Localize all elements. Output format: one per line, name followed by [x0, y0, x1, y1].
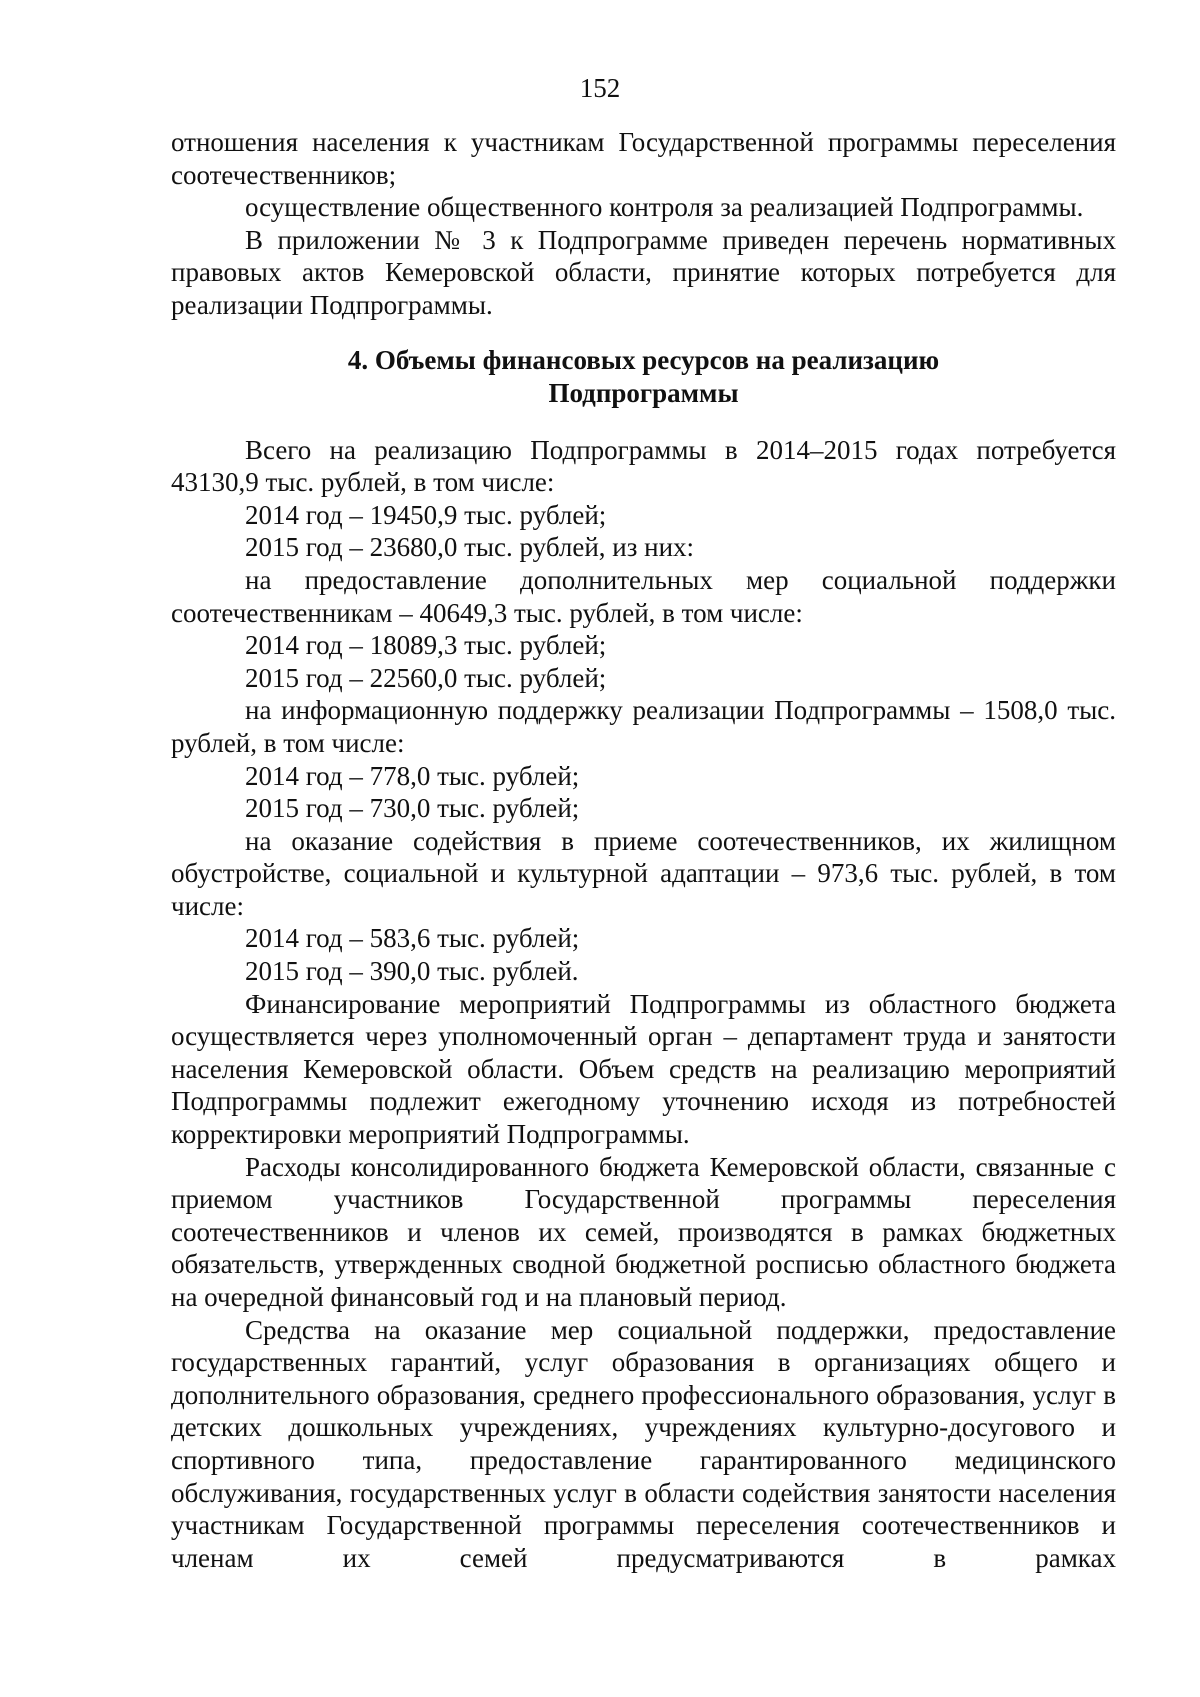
- section-heading-line-1: 4. Объемы финансовых ресурсов на реализацию: [347, 344, 940, 375]
- paragraph-info-support-2015: 2015 год – 730,0 тыс. рублей;: [245, 793, 580, 824]
- paragraph-info-support: на информационную поддержку реализации Подпрограммы – 1508,0 тыс. рублей, в том числе:: [171, 695, 1116, 758]
- paragraph-social-support: на предоставление дополнительных мер социальной поддержки соотечественникам – 40649,3 тыс. рублей, в том числе:: [171, 564, 1116, 628]
- section-heading: [171, 344, 1116, 410]
- paragraph-relations: отношения населения к участникам Государственной программы переселения соотечественников;: [171, 127, 1116, 190]
- paragraph-info-support-2014: 2014 год – 778,0 тыс. рублей;: [245, 760, 580, 791]
- section-heading-line-2: Подпрограммы: [548, 377, 739, 408]
- paragraph-consolidated-budget: Расходы консолидированного бюджета Кемеровской области, связанные с приемом участников Государственной программы переселения соотечественников и членов их семей, производятся в рамках бюджетных обязательств, утвержденных сводной бюджетной росписью областного бюджета на очередной финансовый год и на плановый период.: [171, 1151, 1116, 1312]
- page-content: [171, 126, 1116, 1574]
- paragraph-public-control: осуществление общественного контроля за реализацией Подпрограммы.: [245, 192, 1084, 223]
- page-number: 152: [579, 73, 621, 103]
- paragraph-reception-2014: 2014 год – 583,6 тыс. рублей;: [245, 923, 580, 954]
- paragraph-support-measures: Средства на оказание мер социальной поддержки, предоставление государственных гарантий, услуг образования в организациях общего и дополнительного образования, среднего профессионального образования, услуг в детских дошкольных учреждениях, учреждениях культурно-досугового и спортивного типа, предоставление гарантированного медицинского обслуживания, государственных услуг в области содействия занятости населения участникам Государственной программы переселения соотечественников и членам их семей предусматриваются в рамках: [171, 1314, 1116, 1573]
- paragraph-reception-2015: 2015 год – 390,0 тыс. рублей.: [245, 956, 579, 987]
- paragraph-reception-assistance: на оказание содействия в приеме соотечественников, их жилищном обустройстве, социальной и культурной адаптации – 973,6 тыс. рублей, в том числе:: [171, 825, 1116, 921]
- paragraph-social-support-2014: 2014 год – 18089,3 тыс. рублей;: [245, 630, 607, 661]
- paragraph-total-2014: 2014 год – 19450,9 тыс. рублей;: [245, 499, 607, 530]
- paragraph-total-2015: 2015 год – 23680,0 тыс. рублей, из них:: [245, 532, 695, 563]
- paragraph-total-funding: Всего на реализацию Подпрограммы в 2014–2015 годах потребуется 43130,9 тыс. рублей, в том числе:: [171, 434, 1116, 498]
- paragraph-financing-source: Финансирование мероприятий Подпрограммы из областного бюджета осуществляется через уполномоченный орган – департамент труда и занятости населения Кемеровской области. Объем средств на реализацию мероприятий Подпрограммы подлежит ежегодному уточнению исходя из потребностей корректировки мероприятий Подпрограммы.: [171, 988, 1116, 1150]
- paragraph-social-support-2015: 2015 год – 22560,0 тыс. рублей;: [245, 662, 607, 693]
- paragraph-appendix-reference: В приложении № 3 к Подпрограмме приведен перечень нормативных правовых актов Кемеровской области, принятие которых потребуется для реализации Подпрограммы.: [171, 224, 1116, 320]
